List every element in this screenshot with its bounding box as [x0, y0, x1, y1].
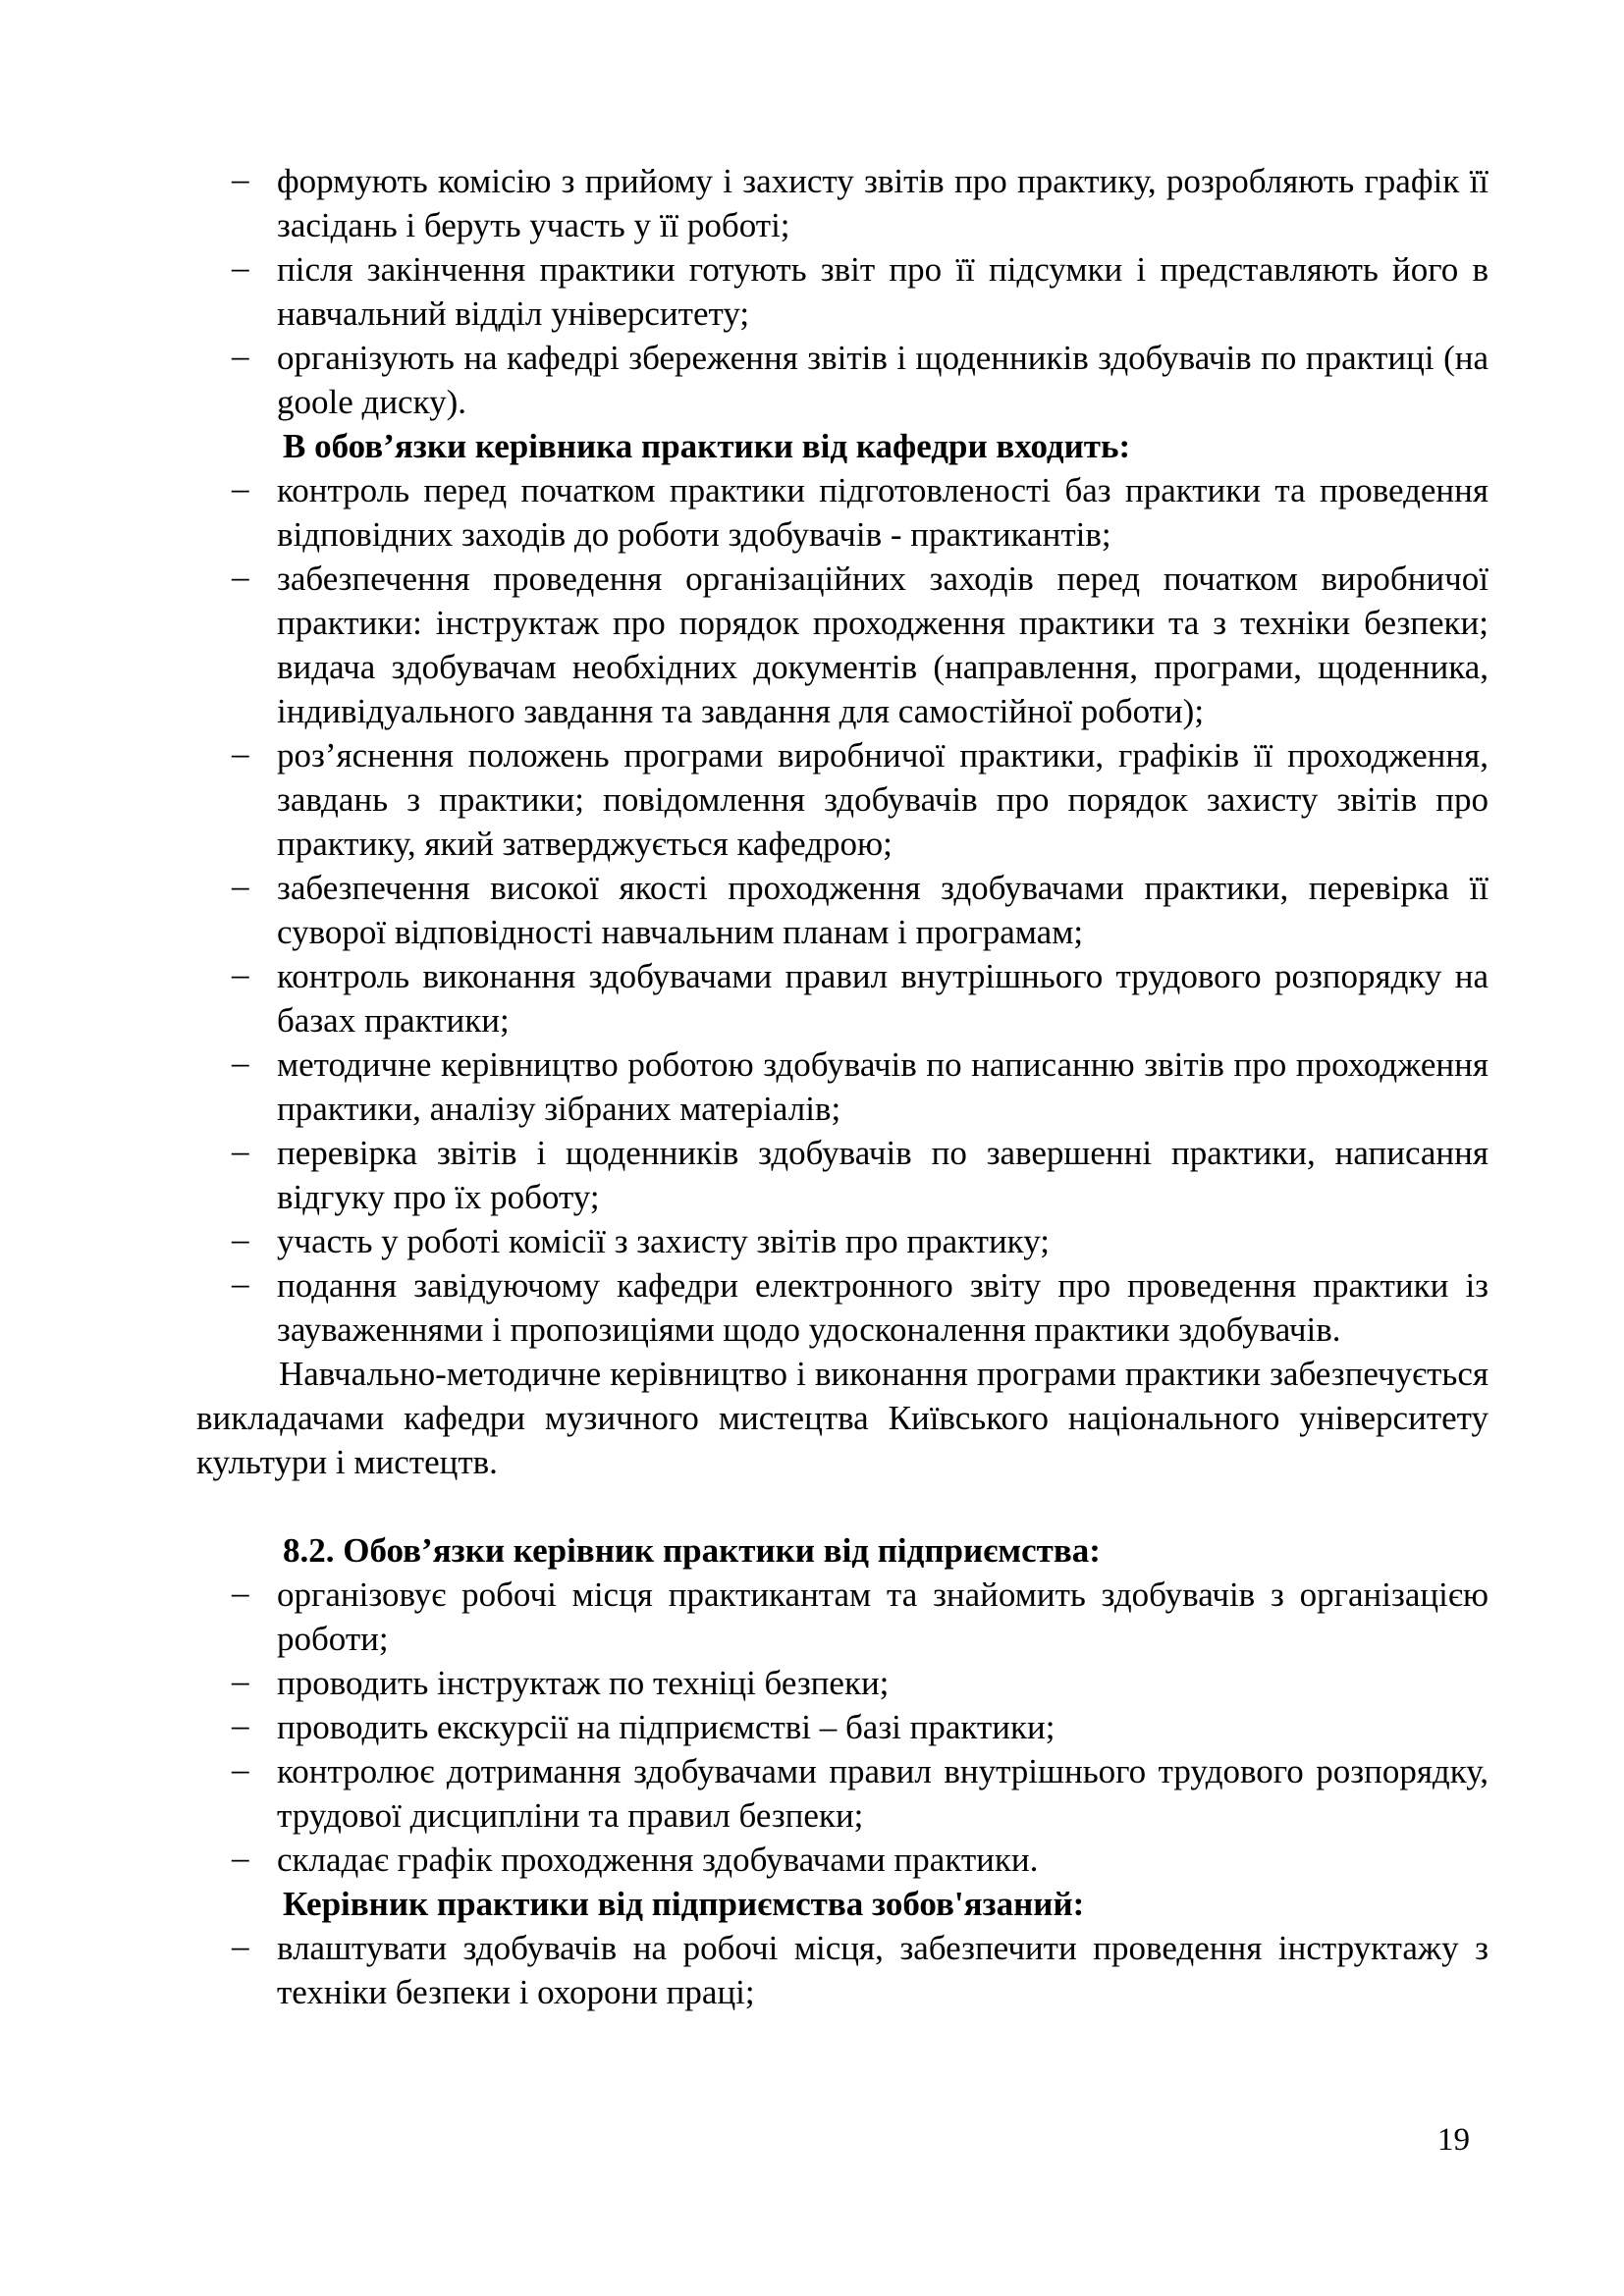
dash-bullet: – [232, 1043, 249, 1082]
dash-bullet: – [232, 734, 249, 773]
obliged-duties-list [196, 1926, 1489, 2014]
list-item-text: контроль виконання здобувачами правил внутрішнього трудового розпорядку на базах практики; [277, 957, 1489, 1040]
dash-bullet: – [232, 1750, 249, 1789]
list-item [196, 1042, 1489, 1131]
dash-bullet: – [232, 1662, 249, 1700]
list-item-text: після закінчення практики готують звіт про її підсумки і представляють його в навчальний відділ університету; [277, 250, 1489, 333]
paragraph-nav-method: Навчально-методичне керівництво і виконання програми практики забезпечується викладачами кафедри музичного мистецтва Київського національного університету культури і мистецтв. [196, 1355, 1489, 1481]
dash-bullet: – [232, 1574, 249, 1612]
heading-8-2: 8.2. Обов’язки керівник практики від підприємства: [283, 1531, 1101, 1570]
list-item-text: роз’яснення положень програми виробничої практики, графіків її проходження, завдань з практики; повідомлення здобувачів про порядок захисту звітів про практику, який затверджується кафедрою; [277, 736, 1489, 863]
list-item [196, 1926, 1489, 2014]
list-item [196, 1131, 1489, 1219]
list-item [196, 954, 1489, 1042]
list-item-text: організують на кафедрі збереження звітів і щоденників здобувачів по практиці (на goole диску). [277, 339, 1489, 421]
list-item-text: формують комісію з прийому і захисту звітів про практику, розробляють графік її засідань і беруть участь у її роботі; [277, 162, 1489, 244]
list-item [196, 866, 1489, 954]
list-item [196, 468, 1489, 557]
list-item [196, 336, 1489, 424]
list-item-text: організовує робочі місця практикантам та знайомить здобувачів з організацією роботи; [277, 1575, 1489, 1658]
dash-bullet: – [232, 1839, 249, 1877]
list-item [196, 1749, 1489, 1838]
dash-bullet: – [232, 867, 249, 905]
list-item-text: влаштувати здобувачів на робочі місця, забезпечити проведення інструктажу з техніки безпеки і охорони праці; [277, 1929, 1489, 2011]
dash-bullet: – [232, 337, 249, 375]
list-item [196, 1705, 1489, 1749]
list-item [196, 1661, 1489, 1705]
dash-bullet: – [232, 248, 249, 287]
dash-bullet: – [232, 955, 249, 993]
list-item-text: забезпечення високої якості проходження здобувачами практики, перевірка її суворої відповідності навчальним планам і програмам; [277, 869, 1489, 951]
list-item [196, 1838, 1489, 1882]
list-item [196, 247, 1489, 336]
list-item-text: контролює дотримання здобувачами правил внутрішнього трудового розпорядку, трудової дисципліни та правил безпеки; [277, 1752, 1489, 1835]
dash-bullet: – [232, 1927, 249, 1965]
list-item-text: проводить екскурсії на підприємстві – базі практики; [277, 1708, 1056, 1746]
dash-bullet: – [232, 1220, 249, 1258]
list-item-text: подання завідуючому кафедри електронного звіту про проведення практики із зауваженнями і пропозиціями щодо удосконалення практики здобувачів. [277, 1266, 1489, 1349]
list-item-text: перевірка звітів і щоденників здобувачів по завершенні практики, написання відгуку про їх роботу; [277, 1134, 1489, 1216]
list-item-text: методичне керівництво роботою здобувачів по написанню звітів про проходження практики, аналізу зібраних матеріалів; [277, 1045, 1489, 1128]
heading-enterprise-obliged: Керівник практики від підприємства зобов'язаний: [283, 1885, 1085, 1923]
list-item-text: контроль перед початком практики підготовленості баз практики та проведення відповідних заходів до роботи здобувачів - практикантів; [277, 471, 1489, 554]
list-item-text: проводить інструктаж по техніці безпеки; [277, 1664, 890, 1702]
page-content [196, 159, 1489, 2014]
list-item [196, 1219, 1489, 1263]
dash-bullet: – [232, 469, 249, 507]
dash-bullet: – [232, 558, 249, 596]
dash-bullet: – [232, 1706, 249, 1744]
dash-bullet: – [232, 1132, 249, 1170]
list-item [196, 159, 1489, 247]
list-item-text: складає графік проходження здобувачами практики. [277, 1841, 1039, 1879]
dash-bullet: – [232, 1264, 249, 1303]
list-item [196, 1263, 1489, 1352]
list-item-text: забезпечення проведення організаційних заходів перед початком виробничої практики: інструктаж про порядок проходження практики та з техніки безпеки; видача здобувачам необхідних документів (направлення, програми, щоденника, індивідуального завдання та завдання для самостійної роботи); [277, 560, 1489, 730]
intro-duties-list [196, 159, 1489, 424]
list-item-text: участь у роботі комісії з захисту звітів про практику; [277, 1222, 1050, 1260]
heading-kafedra-duties: В обов’язки керівника практики від кафедри входить: [283, 427, 1131, 465]
list-item [196, 557, 1489, 733]
page-number: 19 [1437, 2122, 1470, 2158]
dash-bullet: – [232, 160, 249, 198]
kafedra-duties-list [196, 468, 1489, 1352]
list-item [196, 733, 1489, 866]
list-item [196, 1573, 1489, 1661]
enterprise-duties-list [196, 1573, 1489, 1882]
